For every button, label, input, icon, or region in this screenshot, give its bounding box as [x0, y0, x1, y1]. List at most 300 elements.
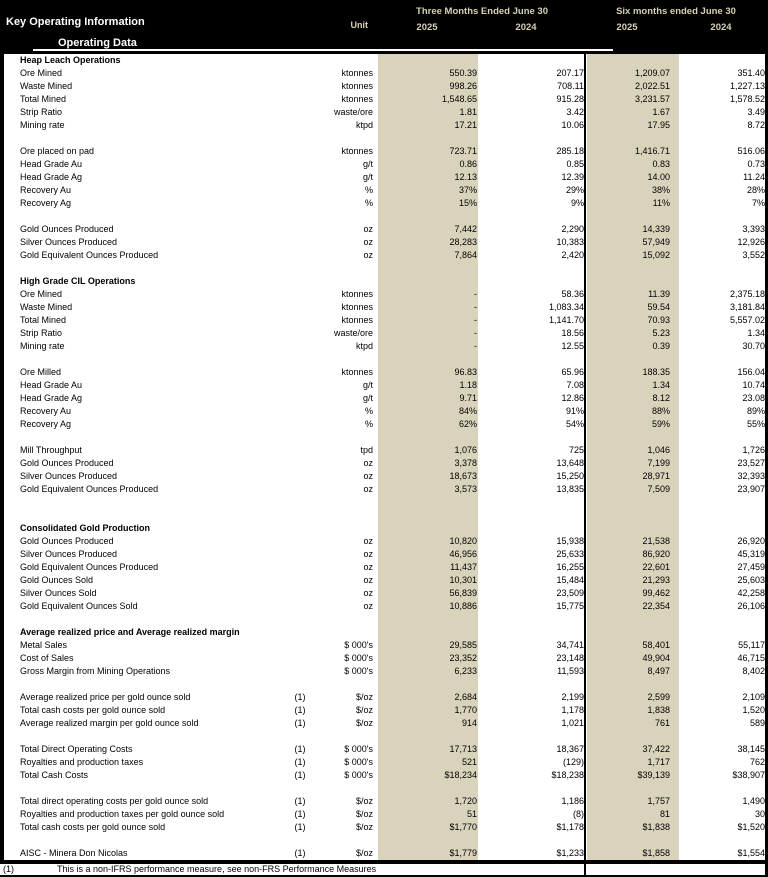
value-6m-2025: 81: [659, 809, 670, 819]
value-6m-2024: 55%: [746, 419, 765, 429]
table-row: [0, 665, 768, 678]
row-unit: $/oz: [355, 692, 373, 702]
value-6m-2024: $1,520: [737, 822, 765, 832]
table-row: [0, 353, 768, 366]
value-6m-2024: 3.49: [747, 107, 765, 117]
value-6m-2024: 7%: [751, 198, 765, 208]
row-label: Silver Ounces Produced: [20, 549, 118, 559]
row-unit: ktonnes: [341, 94, 373, 104]
value-3m-2025: 46,956: [449, 549, 477, 559]
value-6m-2024: 11.24: [743, 172, 765, 182]
row-unit: $ 000's: [344, 666, 373, 676]
row-unit: oz: [363, 588, 373, 598]
row-label: Royalties and production taxes per gold ounce sold: [20, 809, 225, 819]
value-3m-2024: 0.85: [566, 159, 584, 169]
value-6m-2025: 8.12: [652, 393, 670, 403]
value-6m-2025: 1,046: [647, 445, 670, 455]
table-row: [0, 561, 768, 574]
value-6m-2025: 1.67: [652, 107, 670, 117]
value-6m-2024: 516.06: [737, 146, 765, 156]
table-row: [0, 691, 768, 704]
row-label: Total Mined: [20, 315, 67, 325]
value-6m-2025: 17.95: [647, 120, 670, 130]
column-header-6m-2025: 2025: [616, 22, 638, 33]
column-header-6m-2024: 2024: [710, 22, 732, 33]
row-unit: oz: [363, 549, 373, 559]
value-6m-2025: 7,199: [647, 458, 670, 468]
value-3m-2024: $18,238: [551, 770, 584, 780]
value-3m-2025: 37%: [458, 185, 477, 195]
row-label: Head Grade Ag: [20, 172, 83, 182]
value-6m-2025: 14.00: [647, 172, 670, 182]
value-3m-2025: $18,234: [444, 770, 477, 780]
table-row: [0, 483, 768, 496]
value-3m-2025: 12.13: [454, 172, 477, 182]
row-label: Waste Mined: [20, 81, 73, 91]
table-row: [0, 340, 768, 353]
value-3m-2024: 3.42: [566, 107, 584, 117]
table-row: [0, 457, 768, 470]
table-row: [0, 743, 768, 756]
value-6m-2025: 57,949: [642, 237, 670, 247]
value-6m-2024: 3,552: [742, 250, 765, 260]
value-6m-2024: $38,907: [732, 770, 765, 780]
table-row: [0, 262, 768, 275]
row-unit: $/oz: [355, 796, 373, 806]
value-3m-2024: 12.55: [561, 341, 584, 351]
table-row: [0, 223, 768, 236]
value-3m-2025: 17.21: [454, 120, 477, 130]
value-6m-2024: 32,393: [737, 471, 765, 481]
value-6m-2024: 12,926: [737, 237, 765, 247]
value-6m-2024: 23,907: [737, 484, 765, 494]
value-3m-2025: 56,839: [449, 588, 477, 598]
row-label: Silver Ounces Produced: [20, 237, 118, 247]
value-6m-2025: 99,462: [642, 588, 670, 598]
value-3m-2025: 0.86: [459, 159, 477, 169]
table-row: [0, 626, 768, 639]
value-3m-2025: -: [474, 289, 477, 299]
page-title: Key Operating Information: [6, 16, 145, 28]
value-6m-2024: 23,527: [737, 458, 765, 468]
footer-rule: [0, 860, 768, 864]
value-6m-2025: 58,401: [642, 640, 670, 650]
value-3m-2024: 13,648: [556, 458, 584, 468]
row-label: Ore Mined: [20, 68, 63, 78]
value-3m-2024: 15,484: [556, 575, 584, 585]
row-unit: oz: [363, 250, 373, 260]
value-3m-2024: 34,741: [556, 640, 584, 650]
row-unit: %: [364, 406, 373, 416]
value-6m-2024: 1,726: [742, 445, 765, 455]
value-6m-2025: 5.23: [652, 328, 670, 338]
value-6m-2024: 1,578.52: [729, 94, 765, 104]
value-6m-2024: 156.04: [737, 367, 765, 377]
value-3m-2024: $1,233: [556, 848, 584, 858]
table-row: [0, 756, 768, 769]
row-unit: oz: [363, 224, 373, 234]
row-label: Gold Equivalent Ounces Produced: [20, 250, 159, 260]
row-label: Ore Milled: [20, 367, 62, 377]
row-label: Mining rate: [20, 120, 65, 130]
value-6m-2024: 28%: [746, 185, 765, 195]
table-row: [0, 275, 768, 288]
value-3m-2025: 10,820: [449, 536, 477, 546]
value-3m-2024: 13,835: [556, 484, 584, 494]
value-3m-2025: 3,378: [454, 458, 477, 468]
value-6m-2025: 15,092: [642, 250, 670, 260]
value-6m-2025: 188.35: [642, 367, 670, 377]
row-unit: $ 000's: [344, 653, 373, 663]
value-6m-2025: 21,293: [642, 575, 670, 585]
value-6m-2025: 1,717: [647, 757, 670, 767]
value-3m-2024: 725: [568, 445, 584, 455]
value-6m-2025: 0.83: [652, 159, 670, 169]
value-3m-2025: 51: [466, 809, 477, 819]
value-3m-2025: -: [474, 328, 477, 338]
row-footnote-marker: (1): [294, 822, 306, 832]
value-6m-2024: 589: [749, 718, 765, 728]
table-row: [0, 249, 768, 262]
row-label: Total Direct Operating Costs: [20, 744, 133, 754]
row-label: Recovery Au: [20, 185, 72, 195]
column-header-3m-2024: 2024: [515, 22, 537, 33]
value-6m-2025: 49,904: [642, 653, 670, 663]
table-row: [0, 171, 768, 184]
value-6m-2025: 0.39: [652, 341, 670, 351]
row-label: Ore Mined: [20, 289, 63, 299]
table-row: [0, 600, 768, 613]
value-3m-2024: 15,775: [556, 601, 584, 611]
row-label: Strip Ratio: [20, 107, 63, 117]
value-3m-2025: 1,548.65: [441, 94, 477, 104]
value-3m-2024: 12.39: [561, 172, 584, 182]
table-row: [0, 717, 768, 730]
table-row: [0, 652, 768, 665]
row-footnote-marker: (1): [294, 744, 306, 754]
row-unit: ktpd: [355, 341, 373, 351]
value-3m-2025: 1,770: [454, 705, 477, 715]
row-unit: waste/ore: [333, 107, 373, 117]
value-3m-2024: 18.56: [561, 328, 584, 338]
row-label: Gold Equivalent Ounces Sold: [20, 601, 138, 611]
value-3m-2024: 23,148: [556, 653, 584, 663]
row-label: Average realized price and Average realized margin: [20, 627, 240, 637]
value-6m-2025: $1,838: [642, 822, 670, 832]
value-6m-2024: 8.72: [747, 120, 765, 130]
value-3m-2024: 1,178: [561, 705, 584, 715]
value-3m-2025: 723.71: [449, 146, 477, 156]
value-6m-2024: 26,920: [737, 536, 765, 546]
row-unit: ktonnes: [341, 367, 373, 377]
row-unit: ktonnes: [341, 81, 373, 91]
row-footnote-marker: (1): [294, 705, 306, 715]
table-row: [0, 379, 768, 392]
value-6m-2025: 14,339: [642, 224, 670, 234]
table-row: [0, 132, 768, 145]
value-6m-2024: 27,459: [737, 562, 765, 572]
row-unit: ktonnes: [341, 146, 373, 156]
row-label: Total direct operating costs per gold ounce sold: [20, 796, 209, 806]
value-3m-2025: 62%: [458, 419, 477, 429]
row-label: Gross Margin from Mining Operations: [20, 666, 171, 676]
row-label: Total cash costs per gold ounce sold: [20, 822, 166, 832]
value-3m-2024: 18,367: [556, 744, 584, 754]
row-label: AISC - Minera Don Nicolas: [20, 848, 128, 858]
table-row: [0, 535, 768, 548]
value-6m-2025: 1,757: [647, 796, 670, 806]
table-row: [0, 366, 768, 379]
row-label: Mill Throughput: [20, 445, 82, 455]
value-6m-2025: 38%: [651, 185, 670, 195]
value-6m-2024: 10.74: [742, 380, 765, 390]
value-3m-2025: 521: [461, 757, 477, 767]
row-label: Gold Ounces Sold: [20, 575, 94, 585]
value-3m-2025: 1,076: [454, 445, 477, 455]
value-6m-2025: 2,599: [647, 692, 670, 702]
table-row: [0, 795, 768, 808]
value-3m-2024: 9%: [570, 198, 584, 208]
value-3m-2024: 207.17: [556, 68, 584, 78]
value-6m-2025: 1,209.07: [634, 68, 670, 78]
row-unit: $/oz: [355, 848, 373, 858]
row-unit: g/t: [362, 172, 373, 182]
table-row: [0, 730, 768, 743]
value-3m-2025: 6,233: [454, 666, 477, 676]
value-6m-2024: 0.73: [747, 159, 765, 169]
value-6m-2024: 2,375.18: [729, 289, 765, 299]
value-3m-2025: 10,301: [449, 575, 477, 585]
value-6m-2025: 1.34: [652, 380, 670, 390]
value-3m-2024: 15,250: [556, 471, 584, 481]
value-3m-2025: 15%: [458, 198, 477, 208]
table-row: [0, 847, 768, 860]
row-footnote-marker: (1): [294, 692, 306, 702]
value-3m-2024: 285.18: [556, 146, 584, 156]
value-6m-2025: 88%: [651, 406, 670, 416]
value-6m-2025: 761: [654, 718, 670, 728]
row-label: Total cash costs per gold ounce sold: [20, 705, 166, 715]
table-row: [0, 119, 768, 132]
header-underline: [33, 49, 613, 51]
value-3m-2024: (8): [573, 809, 584, 819]
table-row: [0, 236, 768, 249]
row-label: Gold Equivalent Ounces Produced: [20, 562, 159, 572]
value-3m-2024: 2,290: [561, 224, 584, 234]
value-6m-2025: 59%: [651, 419, 670, 429]
value-6m-2024: 1,520: [742, 705, 765, 715]
row-label: Ore placed on pad: [20, 146, 95, 156]
value-3m-2025: 3,573: [454, 484, 477, 494]
row-unit: $/oz: [355, 809, 373, 819]
row-label: Gold Ounces Produced: [20, 536, 114, 546]
value-6m-2024: 30.70: [742, 341, 765, 351]
row-label: Gold Equivalent Ounces Produced: [20, 484, 159, 494]
value-6m-2025: 11%: [652, 198, 670, 208]
section-heading-operating-data: Operating Data: [58, 37, 137, 49]
table-row: [0, 288, 768, 301]
value-6m-2024: 2,109: [742, 692, 765, 702]
value-3m-2024: (129): [562, 757, 584, 767]
table-row: [0, 444, 768, 457]
value-3m-2024: 58.36: [561, 289, 584, 299]
table-row: [0, 210, 768, 223]
row-footnote-marker: (1): [294, 848, 306, 858]
value-3m-2024: 708.11: [557, 81, 584, 91]
value-3m-2025: 914: [461, 718, 477, 728]
value-6m-2025: 3,231.57: [634, 94, 670, 104]
row-footnote-marker: (1): [294, 757, 306, 767]
row-label: Silver Ounces Sold: [20, 588, 97, 598]
value-3m-2024: 25,633: [556, 549, 584, 559]
value-3m-2025: 550.39: [449, 68, 477, 78]
table-row: [0, 314, 768, 327]
row-unit: ktonnes: [341, 315, 373, 325]
table-row: [0, 704, 768, 717]
value-6m-2024: 55,117: [738, 640, 765, 650]
row-label: Mining rate: [20, 341, 65, 351]
row-unit: %: [364, 198, 373, 208]
table-row: [0, 197, 768, 210]
row-unit: oz: [363, 237, 373, 247]
value-3m-2024: 65.96: [561, 367, 584, 377]
value-3m-2024: 29%: [565, 185, 584, 195]
row-unit: waste/ore: [333, 328, 373, 338]
row-label: Gold Ounces Produced: [20, 458, 114, 468]
value-3m-2025: 96.83: [454, 367, 477, 377]
value-3m-2024: 10.06: [561, 120, 584, 130]
value-6m-2025: $39,139: [637, 770, 670, 780]
value-6m-2025: 37,422: [642, 744, 670, 754]
row-label: High Grade CIL Operations: [20, 276, 136, 286]
row-unit: $/oz: [355, 705, 373, 715]
value-3m-2024: 23,509: [556, 588, 584, 598]
value-3m-2024: 91%: [565, 406, 584, 416]
row-unit: $ 000's: [344, 757, 373, 767]
value-6m-2025: 28,971: [642, 471, 670, 481]
table-row: [0, 548, 768, 561]
row-unit: %: [364, 419, 373, 429]
value-3m-2025: 11,437: [450, 562, 477, 572]
row-label: Gold Ounces Produced: [20, 224, 114, 234]
table-row: [0, 67, 768, 80]
value-6m-2025: $1,858: [642, 848, 670, 858]
value-3m-2024: 2,420: [561, 250, 584, 260]
row-label: Head Grade Au: [20, 159, 83, 169]
value-3m-2024: 10,383: [556, 237, 584, 247]
value-6m-2025: 59.54: [647, 302, 670, 312]
value-3m-2025: 998.26: [449, 81, 477, 91]
row-label: Head Grade Au: [20, 380, 83, 390]
value-3m-2024: 16,255: [556, 562, 584, 572]
value-6m-2024: 45,319: [737, 549, 765, 559]
value-3m-2025: $1,779: [449, 848, 477, 858]
table-row: [0, 678, 768, 691]
value-3m-2025: 29,585: [449, 640, 477, 650]
value-6m-2024: 762: [749, 757, 765, 767]
row-label: Head Grade Ag: [20, 393, 83, 403]
value-3m-2024: 1,186: [561, 796, 584, 806]
value-6m-2024: $1,554: [737, 848, 765, 858]
value-6m-2025: 1,838: [647, 705, 670, 715]
value-6m-2025: 86,920: [642, 549, 670, 559]
table-row: [0, 392, 768, 405]
period-divider-line: [584, 54, 586, 877]
row-label: Recovery Au: [20, 406, 72, 416]
row-unit: oz: [363, 536, 373, 546]
row-footnote-marker: (1): [294, 770, 306, 780]
row-unit: $ 000's: [344, 640, 373, 650]
value-3m-2025: 23,352: [449, 653, 477, 663]
column-group-six-months: Six months ended June 30: [616, 6, 736, 17]
value-6m-2024: 42,258: [737, 588, 765, 598]
value-6m-2024: 1,227.13: [729, 81, 765, 91]
row-footnote-marker: (1): [294, 718, 306, 728]
value-3m-2025: 2,684: [454, 692, 477, 702]
table-row: [0, 613, 768, 626]
value-6m-2025: 8,497: [647, 666, 670, 676]
row-label: Total Cash Costs: [20, 770, 89, 780]
table-row: [0, 782, 768, 795]
value-3m-2025: 9.71: [459, 393, 477, 403]
value-3m-2025: 18,673: [449, 471, 477, 481]
table-row: [0, 418, 768, 431]
value-3m-2025: $1,770: [449, 822, 477, 832]
column-header-3m-2025: 2025: [416, 22, 438, 33]
left-border: [0, 0, 4, 864]
row-unit: g/t: [362, 393, 373, 403]
value-3m-2025: -: [474, 302, 477, 312]
table-row: [0, 106, 768, 119]
column-group-three-months: Three Months Ended June 30: [416, 6, 548, 17]
value-6m-2024: 25,603: [737, 575, 765, 585]
value-3m-2025: 17,713: [449, 744, 477, 754]
table-row: [0, 301, 768, 314]
value-6m-2025: 21,538: [642, 536, 670, 546]
table-row: [0, 821, 768, 834]
column-header-unit: Unit: [350, 20, 368, 30]
row-label: Average realized price per gold ounce sold: [20, 692, 191, 702]
value-6m-2024: 30: [754, 809, 765, 819]
row-unit: $/oz: [355, 718, 373, 728]
value-6m-2024: 5,557.02: [729, 315, 765, 325]
value-3m-2024: 15,938: [556, 536, 584, 546]
row-label: Waste Mined: [20, 302, 73, 312]
row-unit: oz: [363, 458, 373, 468]
row-unit: %: [364, 185, 373, 195]
value-3m-2024: 54%: [565, 419, 584, 429]
value-3m-2024: 1,083.34: [548, 302, 584, 312]
row-label: Heap Leach Operations: [20, 55, 121, 65]
row-label: Average realized margin per gold ounce sold: [20, 718, 199, 728]
value-6m-2024: 1,490: [742, 796, 765, 806]
row-unit: ktpd: [355, 120, 373, 130]
value-3m-2024: 7.08: [566, 380, 584, 390]
row-unit: ktonnes: [341, 68, 373, 78]
row-label: Metal Sales: [20, 640, 68, 650]
row-unit: tpd: [360, 445, 373, 455]
value-3m-2025: 1.18: [459, 380, 477, 390]
table-row: [0, 80, 768, 93]
value-6m-2025: 22,354: [642, 601, 670, 611]
value-3m-2025: -: [474, 315, 477, 325]
value-6m-2025: 7,509: [647, 484, 670, 494]
value-3m-2025: 1,720: [454, 796, 477, 806]
row-label: Cost of Sales: [20, 653, 74, 663]
table-row: [0, 145, 768, 158]
value-6m-2024: 8,402: [742, 666, 765, 676]
value-3m-2024: 915.28: [556, 94, 584, 104]
